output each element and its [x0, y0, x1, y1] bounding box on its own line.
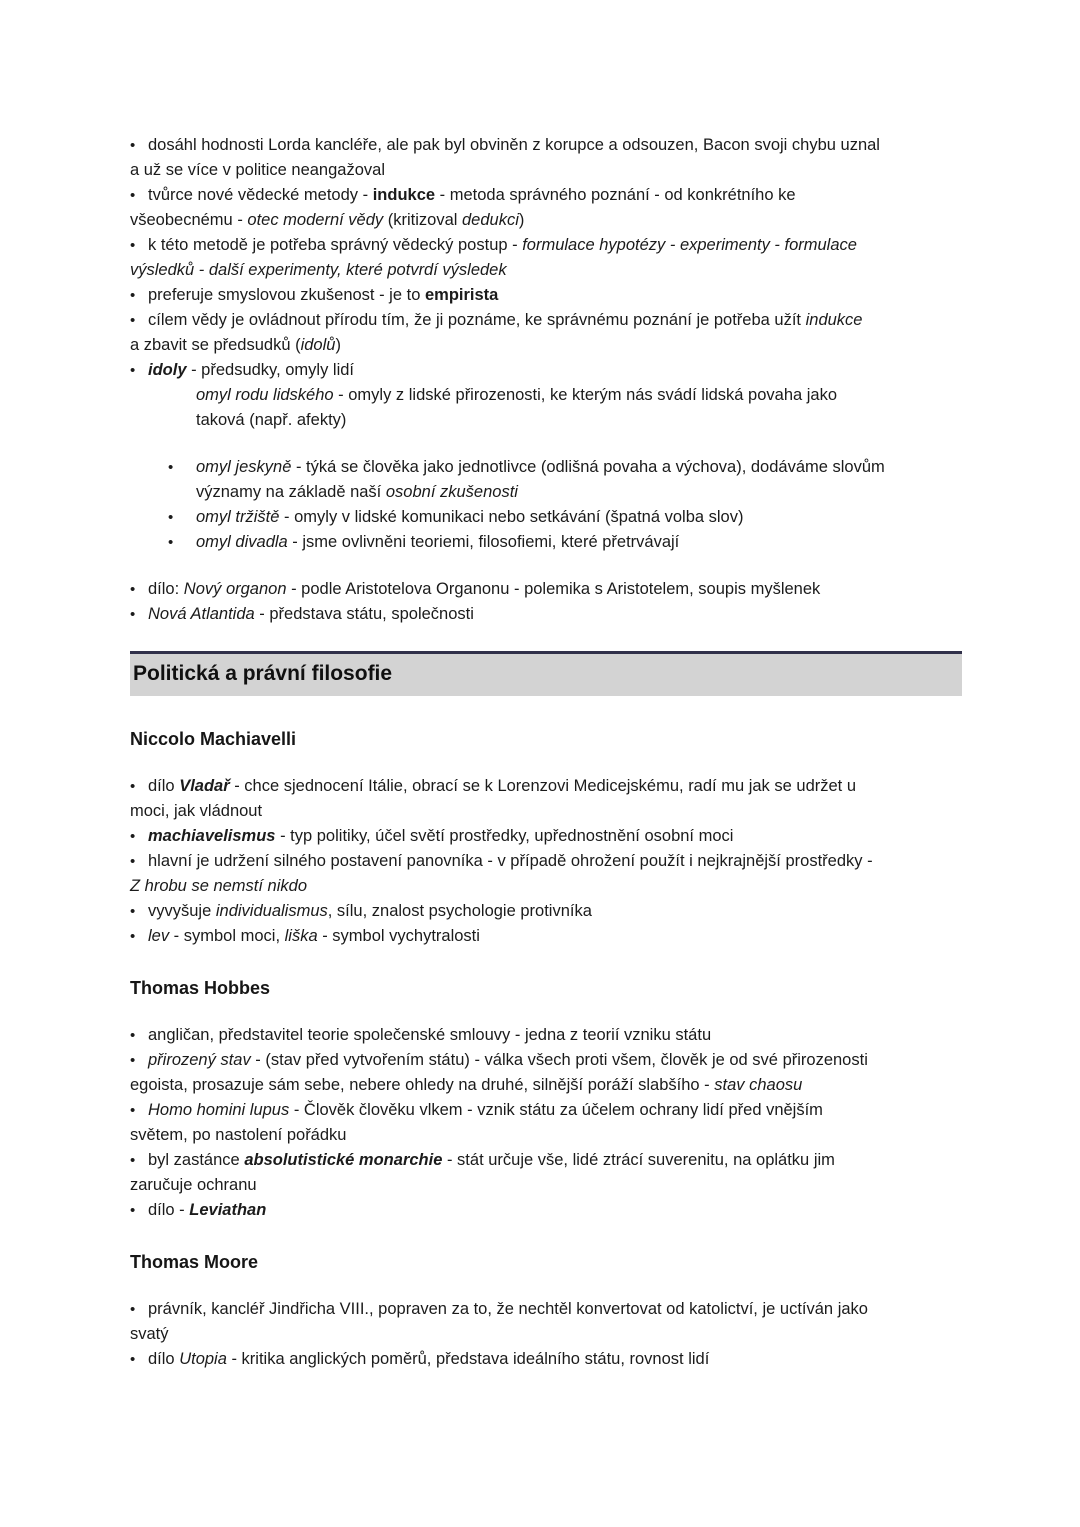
text-run: a už se více v politice neangažoval: [130, 161, 385, 179]
text-run: dílo:: [148, 580, 184, 598]
text-run: lev: [148, 927, 170, 945]
text-run: tvůrce nové vědecké metody -: [148, 186, 373, 204]
bullet-icon: •: [130, 1301, 136, 1318]
bullet-icon: •: [130, 828, 136, 845]
text-run: Homo homini lupus: [148, 1101, 290, 1119]
bullet-item: [130, 899, 962, 924]
text-run: moci, jak vládnout: [130, 802, 263, 820]
spacer: [130, 555, 962, 577]
text-line: [130, 874, 962, 899]
text-run: dílo: [148, 1350, 180, 1368]
bullet-icon: •: [130, 237, 136, 254]
bullet-icon: •: [168, 534, 174, 551]
text-run: - předsudky, omyly lidí: [186, 361, 355, 379]
bullet-item: [130, 577, 962, 602]
text-run: - týká se člověka jako jednotlivce (odlišná povaha a výchova), dodáváme slovům: [291, 458, 885, 476]
text-run: - typ politiky, účel světí prostředky, upřednostnění osobní moci: [275, 827, 734, 845]
text-line: [130, 1322, 962, 1347]
text-run: - Člověk člověku vlkem - vznik státu za účelem ochrany lidí před vnějším: [289, 1101, 823, 1119]
text-run: idoly: [148, 361, 187, 379]
text-run: zaručuje ochranu: [130, 1176, 257, 1194]
text-run: všeobecnému -: [130, 211, 248, 229]
bullet-item: [130, 1198, 962, 1223]
text-run: svatý: [130, 1325, 169, 1343]
text-line: [130, 233, 962, 258]
text-line: [130, 824, 962, 849]
text-line: [130, 333, 962, 358]
text-line: [130, 308, 962, 333]
indented-paragraph: [130, 383, 962, 433]
bullet-icon: •: [130, 1152, 136, 1169]
text-run: ): [518, 211, 525, 229]
bullet-item: [130, 1297, 962, 1347]
bullet-item: [130, 924, 962, 949]
text-run: stav chaosu: [714, 1076, 803, 1094]
subsection-heading: Niccolo Machiavelli: [130, 729, 297, 749]
bullet-icon: •: [130, 1027, 136, 1044]
text-run: omyl divadla: [196, 533, 288, 551]
text-line: [130, 208, 962, 233]
text-line: [130, 1198, 962, 1223]
text-line: [130, 924, 962, 949]
bullet-item: [130, 1023, 962, 1048]
bullet-item: [130, 1098, 962, 1148]
text-run: významy na základě naší: [196, 483, 386, 501]
text-line: [130, 849, 962, 874]
text-run: - metoda správného poznání - od konkrétního ke: [435, 186, 796, 204]
bullet-item: [130, 308, 962, 358]
text-run: liška: [284, 927, 318, 945]
bullet-icon: •: [168, 459, 174, 476]
text-run: a zbavit se předsudků (: [130, 336, 301, 354]
bullet-icon: •: [130, 606, 136, 623]
sub-bullet-item: [130, 530, 962, 555]
text-run: - symbol vychytralosti: [317, 927, 480, 945]
text-line: [168, 505, 962, 530]
text-line: [130, 602, 962, 627]
text-run: cílem vědy je ovládnout přírodu tím, že ji poznáme, ke správnému poznání je potřeba užít: [148, 311, 806, 329]
text-run: - představa státu, společnosti: [254, 605, 474, 623]
text-run: k této metodě je potřeba správný vědecký postup -: [148, 236, 523, 254]
text-run: osobní zkušenosti: [385, 483, 518, 501]
text-line: [130, 358, 962, 383]
text-run: , sílu, znalost psychologie protivníka: [327, 902, 592, 920]
bullet-item: [130, 774, 962, 824]
text-run: Leviathan: [189, 1201, 267, 1219]
text-run: dílo: [148, 777, 180, 795]
spacer: [130, 752, 962, 774]
bullet-item: [130, 1347, 962, 1372]
text-run: - stát určuje vše, lidé ztrácí suverenitu, na oplátku jim: [442, 1151, 835, 1169]
bullet-icon: •: [130, 137, 136, 154]
text-run: Utopia: [179, 1350, 227, 1368]
text-run: indukce: [805, 311, 863, 329]
text-line: [130, 1098, 962, 1123]
text-run: - omyly v lidské komunikaci nebo setkávání (špatná volba slov): [279, 508, 744, 526]
bullet-item: [130, 233, 962, 283]
text-run: taková (např. afekty): [196, 411, 347, 429]
bullet-item: [130, 183, 962, 233]
text-line: [130, 1123, 962, 1148]
spacer: [130, 1275, 962, 1297]
bullet-icon: •: [130, 362, 136, 379]
text-run: preferuje smyslovou zkušenost - je to: [148, 286, 425, 304]
text-line: [130, 183, 962, 208]
text-run: indukce: [372, 186, 436, 204]
bullet-icon: •: [130, 928, 136, 945]
section-header: Politická a právní filosofie: [130, 651, 962, 696]
bullet-icon: •: [130, 1102, 136, 1119]
text-run: Z hrobu se nemstí nikdo: [130, 877, 308, 895]
bullet-item: [130, 1048, 962, 1098]
text-run: vyvyšuje: [148, 902, 216, 920]
bullet-item: [130, 824, 962, 849]
sub-bullet-item: [130, 455, 962, 505]
text-run: - omyly z lidské přirozenosti, ke kterým nás svádí lidská povaha jako: [333, 386, 838, 404]
text-run: dílo -: [148, 1201, 190, 1219]
text-line: [130, 899, 962, 924]
spacer: [130, 1223, 962, 1249]
text-run: byl zastánce: [148, 1151, 245, 1169]
text-line: [196, 383, 962, 408]
text-run: absolutistické monarchie: [244, 1151, 443, 1169]
bullet-icon: •: [130, 1202, 136, 1219]
text-run: Vladař: [179, 777, 230, 795]
text-run: výsledků - další experimenty, které potvrdí výsledek: [130, 261, 507, 279]
text-line: [130, 1347, 962, 1372]
text-run: - jsme ovlivněni teoriemi, filosofiemi, které přetrvávají: [287, 533, 680, 551]
text-run: Nová Atlantida: [148, 605, 255, 623]
text-line: [130, 1148, 962, 1173]
text-line: [130, 283, 962, 308]
text-line: [130, 258, 962, 283]
spacer: [130, 627, 962, 651]
spacer: [130, 696, 962, 726]
bullet-icon: •: [130, 778, 136, 795]
bullet-icon: •: [130, 187, 136, 204]
text-run: ): [335, 336, 341, 354]
bullet-item: [130, 1148, 962, 1198]
sub-bullet-item: [130, 505, 962, 530]
spacer: [130, 433, 962, 455]
text-line: [130, 1048, 962, 1073]
text-line: [130, 1023, 962, 1048]
text-run: idolů: [300, 336, 336, 354]
text-run: omyl jeskyně: [196, 458, 292, 476]
text-run: Nový organon: [183, 580, 287, 598]
text-run: omyl rodu lidského: [196, 386, 334, 404]
bullet-icon: •: [168, 509, 174, 526]
text-line: [130, 133, 962, 158]
text-run: právník, kancléř Jindřicha VIII., popraven za to, že nechtěl konvertovat od katolictví, je uctíván jako: [148, 1300, 868, 1318]
text-run: - podle Aristotelova Organonu - polemika s Aristotelem, soupis myšlenek: [286, 580, 821, 598]
text-run: - chce sjednocení Itálie, obrací se k Lorenzovi Medicejskému, radí mu jak se udržet u: [229, 777, 857, 795]
text-run: otec moderní vědy: [247, 211, 384, 229]
text-run: - (stav před vytvořením státu) - válka všech proti všem, člověk je od své přirozenosti: [250, 1051, 868, 1069]
bullet-item: [130, 283, 962, 308]
bullet-icon: •: [130, 1052, 136, 1069]
bullet-item: [130, 602, 962, 627]
text-run: omyl tržiště: [196, 508, 280, 526]
subsection-heading: Thomas Hobbes: [130, 978, 271, 998]
bullet-icon: •: [130, 312, 136, 329]
bullet-item: [130, 358, 962, 383]
text-line: [130, 577, 962, 602]
spacer: [130, 949, 962, 975]
text-run: empirista: [424, 286, 499, 304]
bullet-icon: •: [130, 853, 136, 870]
bullet-item: [130, 849, 962, 899]
bullet-icon: •: [130, 1351, 136, 1368]
bullet-icon: •: [130, 581, 136, 598]
text-run: - symbol moci,: [169, 927, 285, 945]
text-line: [130, 1173, 962, 1198]
bullet-item: [130, 133, 962, 183]
text-run: egoista, prosazuje sám sebe, nebere ohledy na druhé, silnější poráží slabšího -: [130, 1076, 715, 1094]
text-run: angličan, představitel teorie společenské smlouvy - jedna z teorií vzniku státu: [148, 1026, 712, 1044]
text-line: [130, 799, 962, 824]
text-run: formulace hypotézy - experimenty - formulace: [522, 236, 857, 254]
text-run: (kritizoval: [383, 211, 462, 229]
text-line: [130, 774, 962, 799]
text-line: [130, 1073, 962, 1098]
text-line: [168, 455, 962, 480]
text-run: přirozený stav: [148, 1051, 251, 1069]
text-line: [130, 1297, 962, 1322]
text-run: - kritika anglických poměrů, představa ideálního státu, rovnost lidí: [226, 1350, 710, 1368]
text-line: [196, 408, 962, 433]
spacer: [130, 1001, 962, 1023]
text-run: hlavní je udržení silného postavení panovníka - v případě ohrožení použít i nejkrajnější prostředky -: [148, 852, 873, 870]
text-run: machiavelismus: [148, 827, 276, 845]
text-line: [168, 530, 962, 555]
text-line: [196, 480, 962, 505]
text-run: dedukci: [462, 211, 519, 229]
text-run: dosáhl hodnosti Lorda kancléře, ale pak byl obviněn z korupce a odsouzen, Bacon svoji chybu uznal: [148, 136, 880, 154]
text-run: světem, po nastolení pořádku: [130, 1126, 347, 1144]
text-line: [130, 158, 962, 183]
text-run: individualismus: [215, 902, 328, 920]
bullet-icon: •: [130, 287, 136, 304]
bullet-icon: •: [130, 903, 136, 920]
subsection-heading: Thomas Moore: [130, 1252, 259, 1272]
